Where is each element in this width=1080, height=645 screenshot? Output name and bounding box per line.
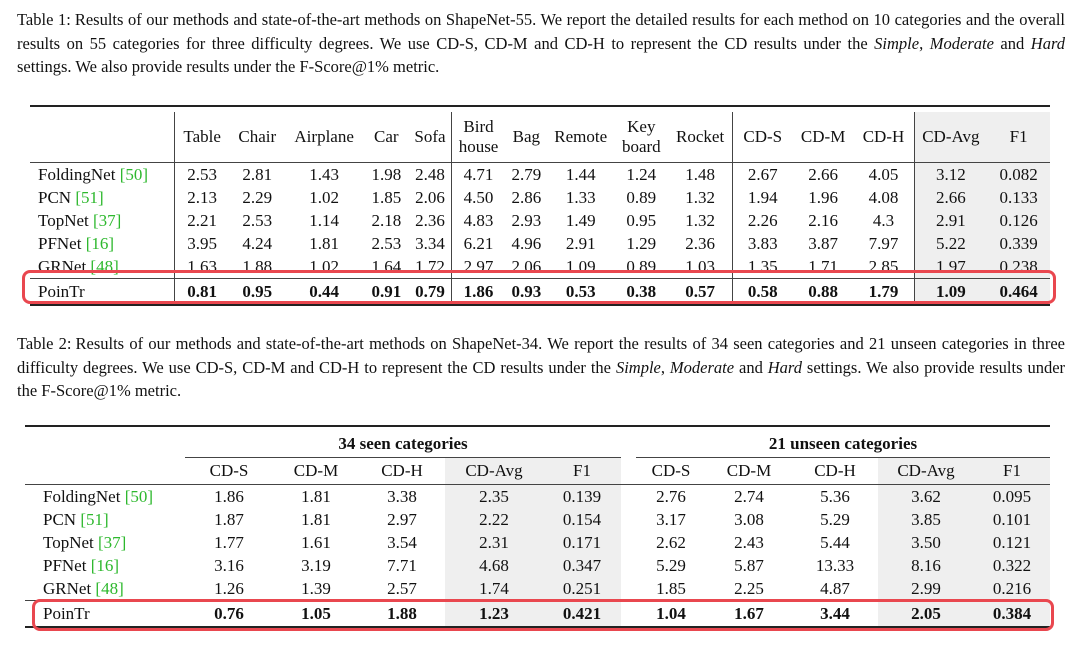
value-cell: 1.43: [309, 165, 340, 184]
value-cell: 1.72: [415, 257, 445, 276]
value-cell: 3.17: [656, 510, 686, 529]
table2-caption-sep2: and: [734, 357, 768, 377]
citation-link[interactable]: [50]: [124, 487, 154, 506]
table-row: [25, 601, 1050, 628]
value-cell: 2.53: [174, 163, 229, 187]
spacer-cell: [621, 577, 636, 601]
value-cell: 1.87: [214, 510, 244, 529]
value-cell: 0.347: [543, 554, 621, 577]
value-cell: 2.97: [387, 510, 417, 529]
value-cell: 3.16: [214, 556, 244, 575]
table2-header-cell: F1: [543, 458, 621, 485]
value-cell: 4.05: [868, 165, 899, 184]
table1-header-cell: Chair: [230, 112, 285, 163]
value-cell: 7.97: [868, 234, 899, 253]
value-cell: 5.29: [656, 556, 686, 575]
table1-caption-text: Results of our methods and state-of-the-art methods on ShapeNet-55. We report the detailed results for each method on 10 categories and the overall results on 55 categories for three difficulty degrees. We use CD-S, CD-M and CD-H to represent the CD results under the: [17, 10, 1065, 53]
spacer-cell: [621, 601, 636, 628]
spacer-cell: [621, 458, 636, 485]
value-cell: 0.095: [974, 485, 1050, 509]
value-cell: 2.57: [387, 579, 417, 598]
value-cell: 1.48: [685, 165, 715, 184]
table-row: [25, 508, 1050, 531]
value-cell: 0.95: [626, 211, 657, 230]
value-cell: 1.63: [174, 255, 229, 279]
value-cell: 3.50: [878, 531, 974, 554]
method-name: TopNet: [43, 533, 94, 552]
value-cell: 1.85: [371, 188, 402, 207]
table-row: [25, 485, 1050, 509]
value-cell: 3.34: [415, 234, 445, 253]
method-name: TopNet: [38, 211, 89, 230]
value-cell: 2.53: [371, 234, 402, 253]
method-name: FoldingNet: [38, 165, 116, 184]
value-cell: 1.86: [214, 487, 244, 506]
spacer-cell: [621, 485, 636, 509]
table1-header-cell: Sofa: [409, 112, 451, 163]
value-cell: 1.39: [301, 579, 331, 598]
method-name: PCN: [38, 188, 72, 207]
value-cell: 4.3: [872, 211, 895, 230]
value-cell: 2.26: [732, 209, 793, 232]
table1-header-cell: CD-H: [853, 112, 914, 163]
value-cell: 2.66: [914, 186, 987, 209]
method-name: PoinTr: [38, 282, 85, 301]
value-cell: 1.67: [706, 601, 792, 628]
method-name: GRNet: [38, 257, 87, 276]
table1-header-cell: CD-Avg: [914, 112, 987, 163]
citation-link[interactable]: [37]: [98, 533, 127, 552]
value-cell: 4.24: [242, 234, 273, 253]
spacer-cell: [621, 554, 636, 577]
value-cell: 2.62: [656, 533, 686, 552]
value-cell: 3.38: [387, 487, 417, 506]
value-cell: 1.04: [636, 601, 706, 628]
value-cell: 1.02: [309, 188, 340, 207]
citation-link[interactable]: [50]: [119, 165, 149, 184]
method-name-cell: [25, 508, 185, 531]
table1-caption-label: Table 1:: [17, 10, 71, 29]
value-cell: 1.32: [685, 188, 715, 207]
citation-link[interactable]: [48]: [95, 579, 124, 598]
value-cell: 1.14: [309, 211, 340, 230]
value-cell: 1.96: [808, 188, 838, 207]
table2-header-cell: CD-Avg: [878, 458, 974, 485]
value-cell: 2.25: [734, 579, 764, 598]
value-cell: 0.133: [987, 186, 1050, 209]
method-name-cell: [25, 485, 185, 509]
value-cell: 2.81: [242, 165, 273, 184]
value-cell: 1.81: [301, 487, 331, 506]
value-cell: 1.44: [565, 165, 596, 184]
value-cell: 1.85: [656, 579, 686, 598]
table1-header-method: [30, 112, 174, 163]
table1-header-cell: Remote: [547, 112, 614, 163]
value-cell: 0.81: [174, 279, 229, 306]
spacer-cell: [621, 531, 636, 554]
method-name: PFNet: [38, 234, 82, 253]
value-cell: 1.33: [565, 188, 596, 207]
value-cell: 1.88: [242, 257, 273, 276]
value-cell: 2.74: [734, 487, 764, 506]
value-cell: 1.74: [445, 577, 543, 601]
table1-caption-hard: Hard: [1030, 33, 1066, 53]
value-cell: 8.16: [878, 554, 974, 577]
value-cell: 0.464: [987, 279, 1050, 306]
method-name-cell: [25, 577, 185, 601]
value-cell: 4.83: [451, 209, 505, 232]
citation-link[interactable]: [16]: [85, 234, 115, 253]
value-cell: 2.22: [445, 508, 543, 531]
table2-header-cell: CD-M: [706, 458, 792, 485]
method-name-cell: [30, 209, 174, 232]
value-cell: 1.81: [309, 234, 340, 253]
value-cell: 1.77: [214, 533, 244, 552]
value-cell: 1.64: [371, 257, 402, 276]
value-cell: 2.29: [242, 188, 273, 207]
method-name-cell: [25, 601, 185, 628]
value-cell: 1.81: [301, 510, 331, 529]
table1-header-cell: F1: [987, 112, 1050, 163]
value-cell: 1.79: [853, 279, 914, 306]
value-cell: 2.85: [868, 257, 899, 276]
value-cell: 0.89: [626, 188, 657, 207]
value-cell: 0.76: [185, 601, 273, 628]
value-cell: 1.61: [301, 533, 331, 552]
value-cell: 0.95: [230, 279, 285, 306]
value-cell: 1.86: [451, 279, 505, 306]
value-cell: 1.32: [685, 211, 715, 230]
value-cell: 2.36: [685, 234, 715, 253]
table-row: [25, 554, 1050, 577]
value-cell: 3.85: [878, 508, 974, 531]
value-cell: 1.71: [808, 257, 838, 276]
value-cell: 1.09: [565, 257, 596, 276]
table-row: [25, 531, 1050, 554]
table1-caption-simple: Simple: [874, 33, 920, 53]
value-cell: 4.68: [445, 554, 543, 577]
value-cell: 0.126: [987, 209, 1050, 232]
citation-link[interactable]: [51]: [80, 510, 109, 529]
table2-group-seen: 34 seen categories: [185, 431, 621, 458]
value-cell: 2.35: [445, 485, 543, 509]
value-cell: 7.71: [387, 556, 417, 575]
method-name-cell: [30, 232, 174, 255]
value-cell: 0.101: [974, 508, 1050, 531]
method-name: FoldingNet: [43, 487, 121, 506]
table2-group-row: [25, 431, 1050, 458]
table1-caption-moderate: Moderate: [929, 33, 994, 53]
citation-link[interactable]: [51]: [75, 188, 104, 207]
table1-header-cell: Key board: [614, 112, 668, 163]
table1: [30, 105, 1050, 306]
value-cell: 0.082: [987, 163, 1050, 187]
value-cell: 2.31: [445, 531, 543, 554]
table1-header-cell: Bag: [505, 112, 547, 163]
table-row: [30, 279, 1050, 306]
value-cell: 2.91: [565, 234, 596, 253]
value-cell: 2.79: [511, 165, 542, 184]
table2-caption-simple: Simple: [615, 357, 661, 377]
value-cell: 2.06: [415, 188, 445, 207]
value-cell: 5.29: [820, 510, 850, 529]
value-cell: 1.29: [626, 234, 657, 253]
value-cell: 2.18: [371, 211, 402, 230]
value-cell: 13.33: [815, 556, 855, 575]
value-cell: 2.36: [415, 211, 445, 230]
value-cell: 0.93: [505, 279, 547, 306]
value-cell: 3.83: [732, 232, 793, 255]
method-name-cell: [25, 531, 185, 554]
value-cell: 2.99: [878, 577, 974, 601]
table2-header-cell: F1: [974, 458, 1050, 485]
table2: [25, 425, 1050, 628]
table1-caption-sep1: ,: [919, 33, 930, 53]
value-cell: 2.53: [242, 211, 273, 230]
table1-header-cell: CD-M: [793, 112, 854, 163]
table2-header-cell: CD-H: [359, 458, 445, 485]
value-cell: 0.57: [668, 279, 732, 306]
citation-link[interactable]: [16]: [90, 556, 120, 575]
value-cell: 1.97: [914, 255, 987, 279]
method-name-cell: [25, 554, 185, 577]
value-cell: 0.216: [974, 577, 1050, 601]
value-cell: 4.87: [820, 579, 850, 598]
value-cell: 0.44: [285, 279, 363, 306]
table1-header-cell: Airplane: [285, 112, 363, 163]
value-cell: 2.76: [656, 487, 686, 506]
value-cell: 1.49: [565, 211, 596, 230]
value-cell: 0.251: [543, 577, 621, 601]
table2-header-cell: CD-S: [636, 458, 706, 485]
table-row: [30, 186, 1050, 209]
value-cell: 0.121: [974, 531, 1050, 554]
value-cell: 1.02: [309, 257, 340, 276]
value-cell: 5.87: [734, 556, 764, 575]
value-cell: 2.67: [732, 163, 793, 187]
value-cell: 0.384: [974, 601, 1050, 628]
value-cell: 3.95: [174, 232, 229, 255]
value-cell: 4.96: [511, 234, 542, 253]
method-name-cell: [30, 255, 174, 279]
table2-header-cell: CD-Avg: [445, 458, 543, 485]
value-cell: 4.50: [451, 186, 505, 209]
method-name: PoinTr: [43, 604, 90, 623]
table-row: [25, 577, 1050, 601]
spacer-cell: [621, 508, 636, 531]
table2-header-method: [25, 458, 185, 485]
value-cell: 3.19: [301, 556, 331, 575]
value-cell: 0.38: [614, 279, 668, 306]
value-cell: 3.08: [734, 510, 764, 529]
value-cell: 0.79: [409, 279, 451, 306]
value-cell: 2.48: [415, 165, 445, 184]
table1-header-row: [30, 112, 1050, 163]
table2-header-cell: CD-S: [185, 458, 273, 485]
citation-link[interactable]: [48]: [90, 257, 119, 276]
value-cell: 2.91: [914, 209, 987, 232]
method-name-cell: [30, 279, 174, 306]
method-name-cell: [30, 186, 174, 209]
table-row: [30, 209, 1050, 232]
value-cell: 0.322: [974, 554, 1050, 577]
value-cell: 2.05: [878, 601, 974, 628]
value-cell: 1.94: [732, 186, 793, 209]
table2-caption-sep1: ,: [660, 357, 670, 377]
value-cell: 0.88: [793, 279, 854, 306]
value-cell: 2.21: [174, 209, 229, 232]
value-cell: 0.53: [547, 279, 614, 306]
value-cell: 1.03: [685, 257, 715, 276]
table-row: [30, 163, 1050, 187]
table2-group-unseen: 21 unseen categories: [636, 431, 1050, 458]
table-row: [30, 255, 1050, 279]
value-cell: 1.88: [359, 601, 445, 628]
table2-caption-text: Results of our methods and state-of-the-art methods on ShapeNet-34. We report the results of 34 seen categories and 21 unseen categories in three difficulty degrees. We use CD-S, CD-M and CD-H to represent the CD results under the: [17, 334, 1065, 377]
table2-caption-hard: Hard: [767, 357, 802, 377]
table2-caption-tail: settings. We also provide results under the F-Score@1% metric.: [17, 357, 1066, 400]
value-cell: 3.44: [792, 601, 878, 628]
table1-header-cell: Table: [174, 112, 229, 163]
table1-header-cell: Rocket: [668, 112, 732, 163]
value-cell: 3.12: [914, 163, 987, 187]
value-cell: 0.421: [543, 601, 621, 628]
value-cell: 2.13: [174, 186, 229, 209]
table1-caption-sep2: and: [993, 33, 1031, 53]
value-cell: 5.22: [914, 232, 987, 255]
table1-caption: [17, 8, 1065, 79]
value-cell: 0.339: [987, 232, 1050, 255]
value-cell: 1.26: [214, 579, 244, 598]
value-cell: 0.139: [543, 485, 621, 509]
value-cell: 2.06: [511, 257, 542, 276]
value-cell: 3.54: [387, 533, 417, 552]
table2-header-cell: CD-H: [792, 458, 878, 485]
value-cell: 3.87: [808, 234, 838, 253]
table1-header-cell: Bird house: [451, 112, 505, 163]
value-cell: 2.16: [808, 211, 838, 230]
method-name: GRNet: [43, 579, 92, 598]
value-cell: 1.98: [371, 165, 402, 184]
table1-header-cell: CD-S: [732, 112, 793, 163]
table2-caption-moderate: Moderate: [669, 357, 735, 377]
citation-link[interactable]: [37]: [93, 211, 122, 230]
table-row: [30, 232, 1050, 255]
value-cell: 3.62: [878, 485, 974, 509]
value-cell: 1.24: [626, 165, 657, 184]
table2-caption-label: Table 2:: [17, 334, 72, 353]
value-cell: 2.97: [451, 255, 505, 279]
value-cell: 4.71: [451, 163, 505, 187]
value-cell: 0.171: [543, 531, 621, 554]
value-cell: 2.43: [734, 533, 764, 552]
table1-caption-tail: settings. We also provide results under the F-Score@1% metric.: [17, 57, 440, 76]
table2-caption: [17, 332, 1065, 403]
value-cell: 1.05: [273, 601, 359, 628]
value-cell: 0.58: [732, 279, 793, 306]
value-cell: 2.86: [511, 188, 542, 207]
value-cell: 0.91: [363, 279, 409, 306]
value-cell: 5.36: [820, 487, 850, 506]
method-name: PCN: [43, 510, 77, 529]
value-cell: 6.21: [451, 232, 505, 255]
value-cell: 1.35: [732, 255, 793, 279]
value-cell: 2.66: [808, 165, 838, 184]
value-cell: 0.238: [987, 255, 1050, 279]
value-cell: 5.44: [820, 533, 850, 552]
value-cell: 0.154: [543, 508, 621, 531]
value-cell: 2.93: [511, 211, 542, 230]
value-cell: 1.23: [445, 601, 543, 628]
value-cell: 1.09: [914, 279, 987, 306]
table2-header-cell: CD-M: [273, 458, 359, 485]
value-cell: 4.08: [868, 188, 899, 207]
method-name-cell: [30, 163, 174, 187]
method-name: PFNet: [43, 556, 87, 575]
table1-header-cell: Car: [363, 112, 409, 163]
value-cell: 0.89: [626, 257, 657, 276]
table2-subheader-row: [25, 458, 1050, 485]
